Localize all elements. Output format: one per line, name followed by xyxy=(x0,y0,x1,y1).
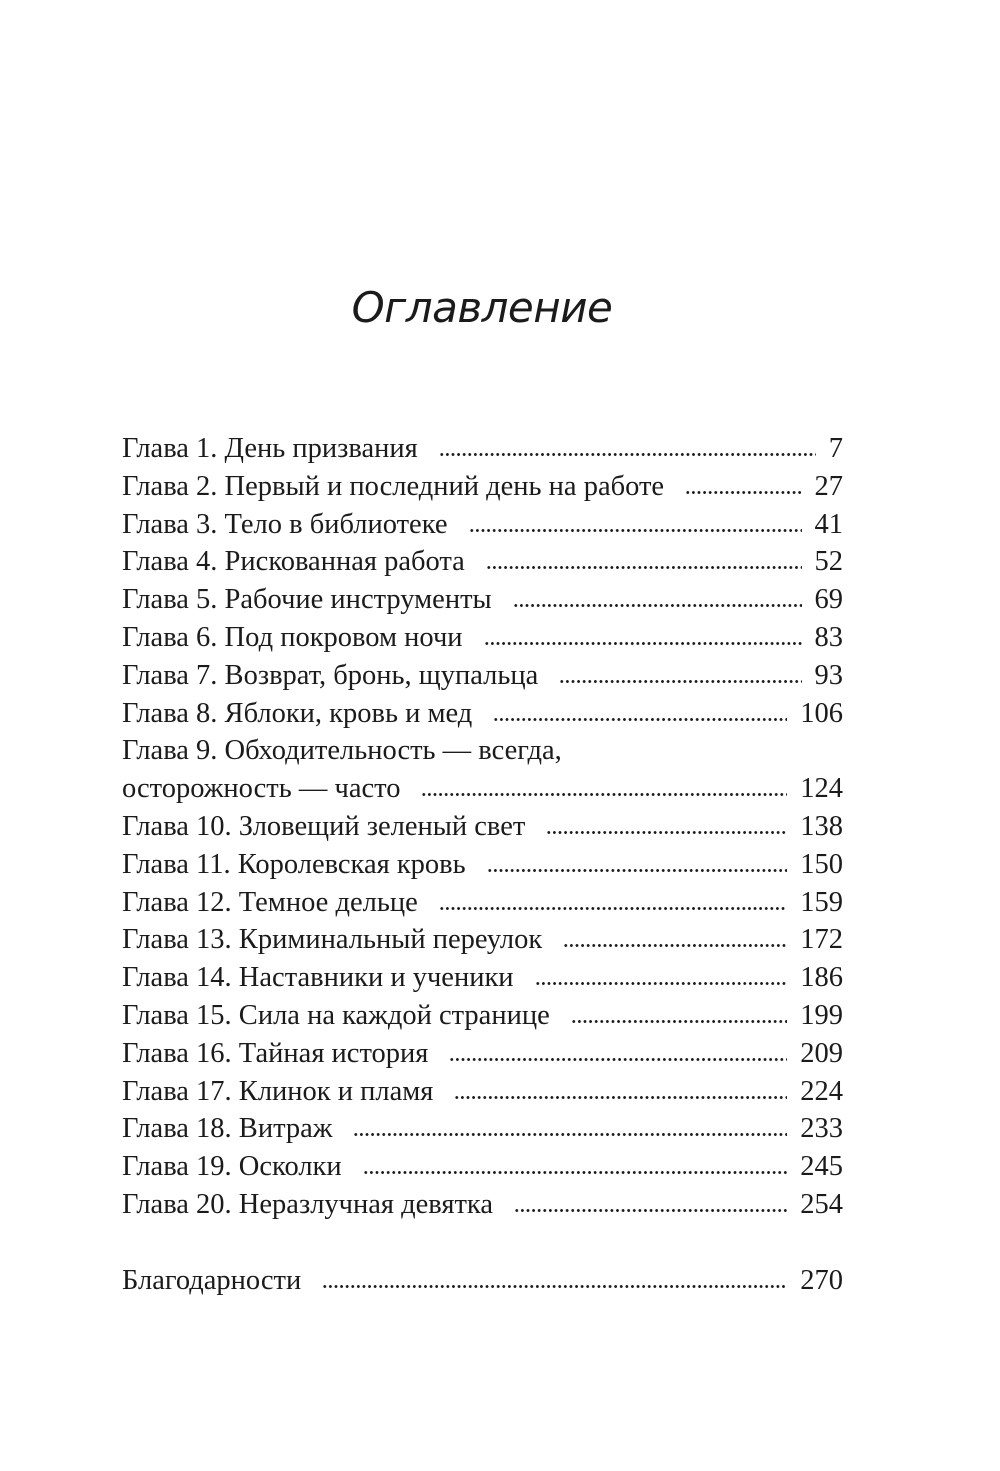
toc-entry-page: 159 xyxy=(800,886,843,918)
toc-entry-title: Глава 11. Королевская кровь xyxy=(122,848,466,880)
toc-entry-page: 233 xyxy=(800,1113,843,1145)
toc-entry-page: 270 xyxy=(800,1264,843,1296)
toc-entry-5[interactable] xyxy=(122,581,843,619)
toc-entry-title: Глава 17. Клинок и пламя xyxy=(122,1075,434,1107)
toc-entry-6[interactable] xyxy=(122,619,843,657)
toc-entry-3[interactable] xyxy=(122,506,843,544)
toc-entry-title: Глава 12. Темное дельце xyxy=(122,886,418,918)
dot-leader xyxy=(484,641,802,646)
dot-leader xyxy=(322,1284,787,1289)
dot-leader xyxy=(487,868,788,873)
toc-entry-page: 52 xyxy=(814,546,843,578)
toc-entry-title: Глава 10. Зловещий зеленый свет xyxy=(122,810,526,842)
dot-leader xyxy=(421,792,787,797)
toc-entry-title: Глава 4. Рискованная работа xyxy=(122,546,465,578)
toc-entry-page: 209 xyxy=(800,1037,843,1069)
toc-entry-2[interactable] xyxy=(122,468,843,506)
toc-entry-15[interactable] xyxy=(122,997,843,1035)
toc-entry-page: 106 xyxy=(800,697,843,729)
dot-leader xyxy=(535,981,788,986)
toc-entry-1[interactable] xyxy=(122,430,843,468)
toc-entry-title: Глава 3. Тело в библиотеке xyxy=(122,508,448,540)
dot-leader xyxy=(546,830,787,835)
toc-entry-page: 172 xyxy=(800,924,843,956)
toc-entry-title: Благодарности xyxy=(122,1264,302,1296)
dot-leader xyxy=(449,1057,787,1062)
dot-leader xyxy=(486,565,802,570)
toc-entry-19[interactable] xyxy=(122,1148,843,1186)
toc-entry-17[interactable] xyxy=(122,1073,843,1111)
toc-entry-title: Глава 5. Рабочие инструменты xyxy=(122,584,492,616)
toc-entry-page: 245 xyxy=(800,1151,843,1183)
dot-leader xyxy=(493,717,787,722)
dot-leader xyxy=(571,1019,788,1024)
toc-entry-page: 69 xyxy=(814,584,843,616)
toc-entry-title: Глава 20. Неразлучная девятка xyxy=(122,1188,494,1220)
dot-leader xyxy=(469,528,802,533)
toc-entry-20[interactable] xyxy=(122,1186,843,1224)
toc-entry-page: 254 xyxy=(800,1188,843,1220)
toc-entry-14[interactable] xyxy=(122,959,843,997)
table-of-contents xyxy=(122,430,843,1299)
toc-entry-title: Глава 16. Тайная история xyxy=(122,1037,429,1069)
toc-entry-title: Глава 15. Сила на каждой странице xyxy=(122,999,550,1031)
page-title: Оглавление xyxy=(351,283,613,332)
toc-entry-page: 150 xyxy=(800,848,843,880)
toc-entry-page: 138 xyxy=(800,810,843,842)
toc-entry-page: 199 xyxy=(800,999,843,1031)
dot-leader xyxy=(513,603,802,608)
toc-entry-13[interactable] xyxy=(122,921,843,959)
dot-leader xyxy=(353,1132,787,1137)
toc-entry-title: Глава 18. Витраж xyxy=(122,1113,333,1145)
toc-entry-title: Глава 13. Криминальный переулок xyxy=(122,924,543,956)
toc-entry-12[interactable] xyxy=(122,884,843,922)
toc-entry-page: 41 xyxy=(814,508,843,540)
toc-entry-page: 93 xyxy=(814,659,843,691)
toc-entry-acknowledgements[interactable] xyxy=(122,1262,843,1300)
toc-entry-4[interactable] xyxy=(122,543,843,581)
toc-entry-title: осторожность — часто xyxy=(122,773,401,805)
toc-entry-page: 7 xyxy=(828,433,843,464)
toc-entry-title: Глава 19. Осколки xyxy=(122,1151,342,1183)
toc-entry-title: Глава 2. Первый и последний день на работе xyxy=(122,470,665,502)
toc-entry-title: Глава 1. День призвания xyxy=(122,433,418,464)
toc-entry-8[interactable] xyxy=(122,695,843,733)
toc-entry-10[interactable] xyxy=(122,808,843,846)
toc-entry-18[interactable] xyxy=(122,1110,843,1148)
toc-entry-7[interactable] xyxy=(122,657,843,695)
toc-entry-page: 186 xyxy=(800,962,843,994)
toc-entry-title: Глава 6. Под покровом ночи xyxy=(122,621,463,653)
dot-leader xyxy=(439,906,788,911)
toc-entry-11[interactable] xyxy=(122,846,843,884)
dot-leader xyxy=(439,452,816,457)
dot-leader xyxy=(454,1095,787,1100)
toc-entry-page: 124 xyxy=(800,773,843,805)
toc-entry-title: Глава 7. Возврат, бронь, щупальца xyxy=(122,659,539,691)
dot-leader xyxy=(363,1170,788,1175)
toc-entry-title: Глава 14. Наставники и ученики xyxy=(122,962,514,994)
toc-entry-page: 27 xyxy=(814,470,843,502)
dot-leader xyxy=(559,679,801,684)
toc-entry-title: Глава 9. Обходительность — всегда, xyxy=(122,735,562,767)
toc-entry-title: Глава 8. Яблоки, кровь и мед xyxy=(122,697,473,729)
dot-leader xyxy=(563,943,787,948)
dot-leader xyxy=(514,1208,787,1213)
toc-entry-9-line-1[interactable] xyxy=(122,732,843,770)
section-spacer xyxy=(122,1224,843,1262)
toc-entry-9-line-2[interactable] xyxy=(122,770,843,808)
dot-leader xyxy=(685,490,801,495)
toc-entry-page: 83 xyxy=(814,621,843,653)
toc-entry-16[interactable] xyxy=(122,1035,843,1073)
toc-entry-page: 224 xyxy=(800,1075,843,1107)
